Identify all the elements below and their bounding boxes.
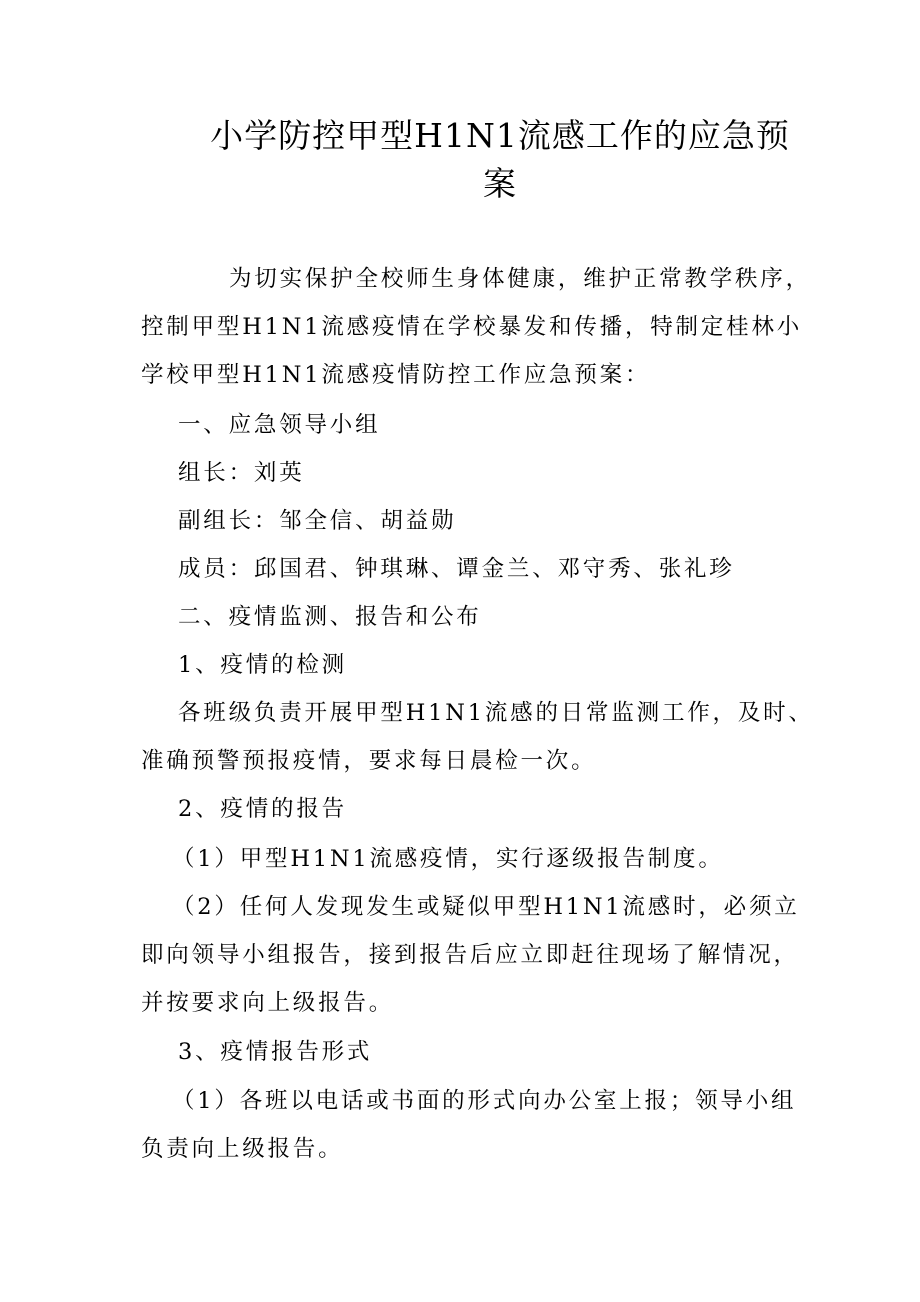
sub-1-paragraph <box>141 689 814 785</box>
sub-2-item-2-line-1: （2）任何人发现发生或疑似甲型H1N1流感时，必须立 <box>172 894 800 920</box>
intro-line-2: 控制甲型H1N1流感疫情在学校暴发和传播，特制定桂林小 <box>141 314 803 340</box>
sub-3-item-1-paragraph <box>141 1077 801 1173</box>
sub-2-heading-block <box>178 785 838 833</box>
sub-2-heading: 2、疫情的报告 <box>178 796 347 822</box>
intro-paragraph <box>141 255 811 399</box>
intro-line-1: 为切实保护全校师生身体健康，维护正常教学秩序， <box>229 266 811 292</box>
sub-2-item-1-block <box>172 835 832 883</box>
document-title <box>180 112 820 208</box>
sub-2-item-1: （1）甲型H1N1流感疫情，实行逐级报告制度。 <box>172 846 724 872</box>
sub-3-item-1-line-1: （1）各班以电话或书面的形式向办公室上报；领导小组 <box>172 1088 797 1114</box>
sub-1-line-1: 各班级负责开展甲型H1N1流感的日常监测工作，及时、 <box>178 700 814 726</box>
section-2-top <box>178 593 838 689</box>
members-line: 成员：邱国君、钟琪琳、谭金兰、邓守秀、张礼珍 <box>178 556 735 582</box>
sub-3-item-1-line-2: 负责向上级报告。 <box>141 1136 344 1162</box>
section-2-heading: 二、疫情监测、报告和公布 <box>178 604 482 630</box>
sub-3-heading: 3、疫情报告形式 <box>178 1039 373 1065</box>
section-1-heading: 一、应急领导小组 <box>178 412 381 438</box>
section-1 <box>178 401 838 593</box>
deputy-line: 副组长：邹全信、胡益勋 <box>178 508 457 534</box>
sub-2-item-2-paragraph <box>141 883 801 1027</box>
sub-1-line-2: 准确预警预报疫情，要求每日晨检一次。 <box>141 748 597 774</box>
sub-2-item-2-line-2: 即向领导小组报告，接到报告后应立即赶往现场了解情况， <box>141 942 799 968</box>
sub-3-heading-block <box>178 1028 838 1076</box>
title-line-2: 案 <box>483 164 517 203</box>
intro-line-3: 学校甲型H1N1流感疫情防控工作应急预案： <box>141 362 651 388</box>
leader-line: 组长：刘英 <box>178 460 305 486</box>
sub-2-item-2-line-3: 并按要求向上级报告。 <box>141 990 395 1016</box>
sub-1-heading: 1、疫情的检测 <box>178 652 347 678</box>
title-line-1: 小学防控甲型H1N1流感工作的应急预 <box>210 116 790 155</box>
